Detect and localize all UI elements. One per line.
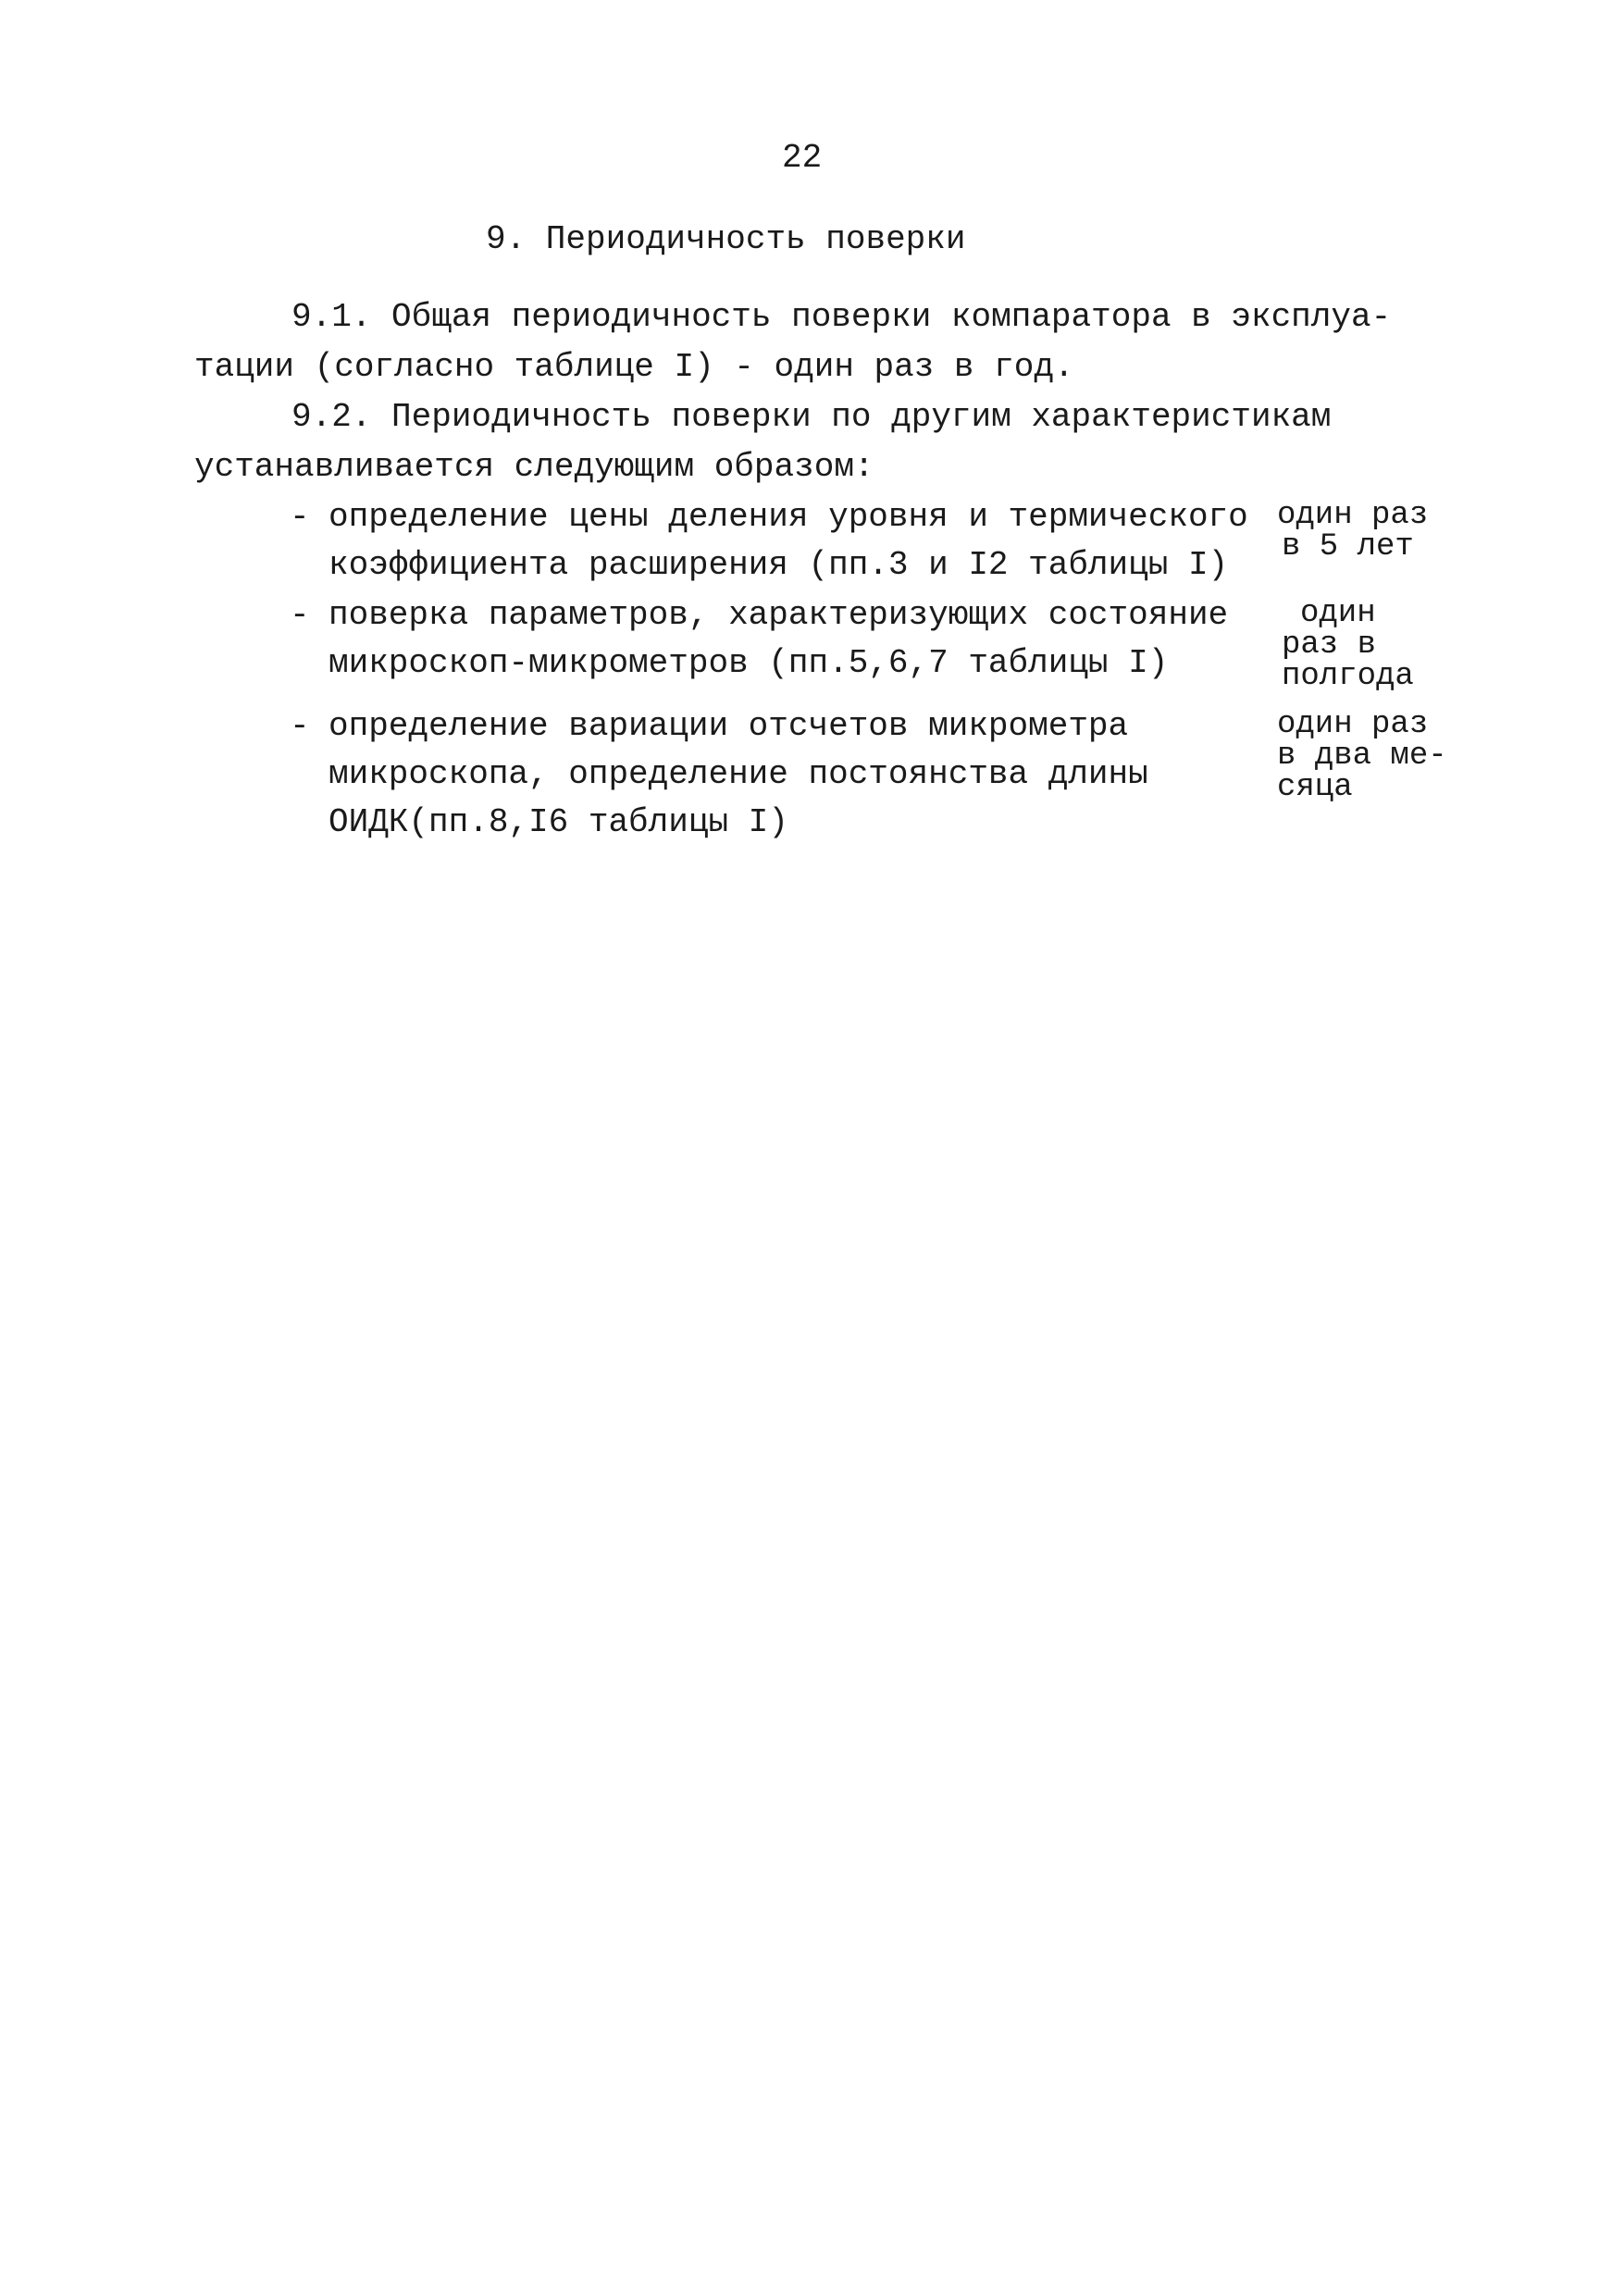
list-item-note-line-3: сяца bbox=[1277, 770, 1353, 805]
paragraph-9-2-line-2: устанавливается следующим образом: bbox=[194, 448, 874, 486]
list-item-note-line-1: один раз bbox=[1277, 498, 1429, 533]
list-item-line-3: ОИДК(пп.8,I6 таблицы I) bbox=[329, 803, 788, 841]
list-item-dash: - bbox=[290, 707, 310, 745]
list-item-note-line-2: в 5 лет bbox=[1282, 529, 1414, 565]
list-item-line-2: коэффициента расширения (пп.3 и I2 таблицы I) bbox=[329, 546, 1229, 584]
list-item-note-line-1: один bbox=[1300, 596, 1376, 631]
list-item-note-line-2: в два ме- bbox=[1277, 738, 1447, 774]
list-item-dash: - bbox=[290, 596, 310, 634]
section-title: 9. Периодичность поверки bbox=[486, 220, 966, 258]
paragraph-9-2-line-1: 9.2. Периодичность поверки по другим характеристикам bbox=[291, 398, 1332, 436]
paragraph-9-1-line-2: тации (согласно таблице I) - один раз в год. bbox=[194, 348, 1074, 386]
list-item-note-line-1: один раз bbox=[1277, 707, 1429, 742]
list-item-line-1: поверка параметров, характеризующих состояние bbox=[329, 596, 1229, 634]
list-item-note-line-2: раз в bbox=[1282, 627, 1377, 663]
list-item-line-2: микроскопа, определение постоянства длины bbox=[329, 755, 1148, 793]
list-item-line-1: определение цены деления уровня и термического bbox=[329, 498, 1248, 536]
page-number: 22 bbox=[782, 139, 823, 177]
paragraph-9-1-line-1: 9.1. Общая периодичность поверки компаратора в эксплуа- bbox=[291, 298, 1392, 336]
list-item-line-1: определение вариации отсчетов микрометра bbox=[329, 707, 1129, 745]
list-item-note-line-3: полгода bbox=[1282, 659, 1414, 694]
list-item-line-2: микроскоп-микрометров (пп.5,6,7 таблицы I) bbox=[329, 644, 1169, 682]
list-item-dash: - bbox=[290, 498, 310, 536]
